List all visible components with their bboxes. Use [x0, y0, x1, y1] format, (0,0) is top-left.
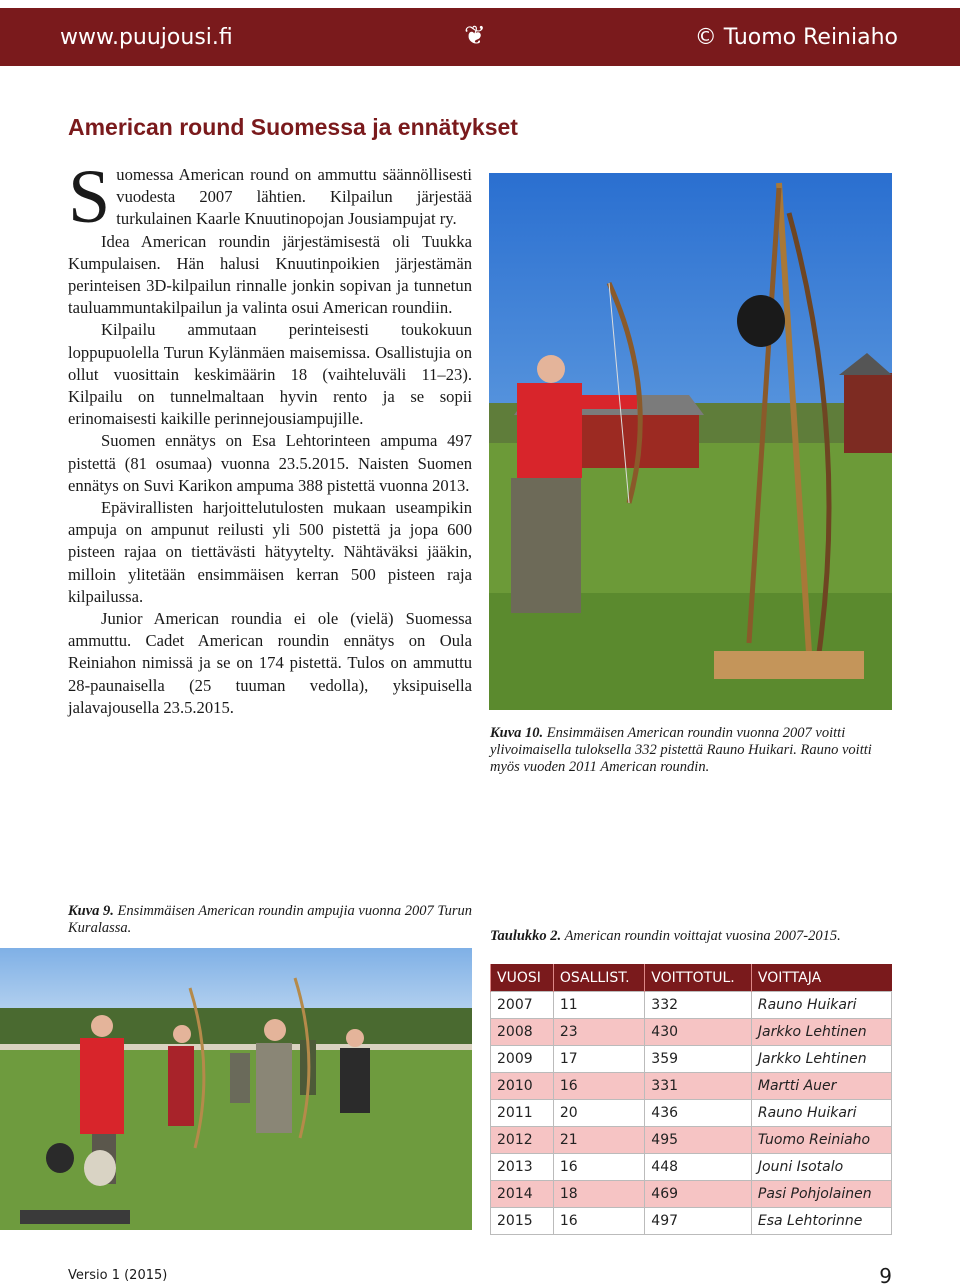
cell-winner: Martti Auer — [751, 1073, 891, 1100]
cell-participants: 11 — [553, 992, 644, 1019]
cell-winner: Rauno Huikari — [751, 992, 891, 1019]
cell-winner: Tuomo Reiniaho — [751, 1127, 891, 1154]
paragraph-5: Epävirallisten harjoittelutulosten mukaan useampikin ampuja on ampunut reilusti yli 500 pistettä ja jopa 600 pisteen rajaa on tiettävästi hätyytelty. Nähtäväksi jääkin, milloin ylitetään ensimmäisen kerran 500 pisteen raja kilpailussa. — [68, 498, 472, 606]
page-header — [0, 8, 960, 66]
cell-year: 2013 — [491, 1154, 554, 1181]
cell-score: 436 — [645, 1100, 752, 1127]
ornament-logo-icon: ❦ — [464, 21, 486, 51]
column-header-participants: OSALLIST. — [553, 964, 644, 992]
cell-year: 2014 — [491, 1181, 554, 1208]
cell-winner: Jarkko Lehtinen — [751, 1019, 891, 1046]
caption-text: Ensimmäisen American roundin vuonna 2007 voitti ylivoimaisella tuloksella 332 pistettä Rauno Huikari. Rauno voitti myös vuoden 2011 American roundin. — [490, 725, 872, 775]
cell-participants: 16 — [553, 1154, 644, 1181]
cell-score: 448 — [645, 1154, 752, 1181]
cell-winner: Esa Lehtorinne — [751, 1208, 891, 1235]
drop-cap: S — [68, 155, 111, 239]
paragraph-6: Junior American roundia ei ole (vielä) Suomessa ammuttu. Cadet American roundin ennätys on Oula Reiniahon nimissä ja se on 174 pistettä. Tulos on ammuttu 28-paunaisella (25 tuuman vedolla), yksipuisella jalavajousella 23.5.2015. — [68, 609, 472, 717]
cell-participants: 16 — [553, 1073, 644, 1100]
copyright-text: © Tuomo Reiniaho — [694, 25, 898, 50]
table-row — [491, 1208, 892, 1235]
cell-participants: 17 — [553, 1046, 644, 1073]
caption-text: Ensimmäisen American roundin ampujia vuonna 2007 Turun Kuralassa. — [68, 903, 472, 936]
table-caption — [490, 928, 910, 945]
table-row — [491, 1127, 892, 1154]
archers-group-photo — [0, 948, 472, 1230]
cell-score: 497 — [645, 1208, 752, 1235]
column-header-winning-score: VOITTOTUL. — [645, 964, 752, 992]
table-row — [491, 992, 892, 1019]
cell-participants: 23 — [553, 1019, 644, 1046]
paragraph-4: Suomen ennätys on Esa Lehtorinteen ampuma 497 pistettä (81 osumaa) vuonna 23.5.2015. Naisten Suomen ennätys on Suvi Karikon ampuma 388 pistettä vuonna 2013. — [68, 431, 472, 495]
cell-year: 2010 — [491, 1073, 554, 1100]
column-header-year: VUOSI — [491, 964, 554, 992]
cell-winner: Jarkko Lehtinen — [751, 1046, 891, 1073]
table-row — [491, 1154, 892, 1181]
cell-score: 332 — [645, 992, 752, 1019]
paragraph-2: Idea American roundin järjestämisestä oli Tuukka Kumpulaisen. Hän halusi Knuutinpoikien järjestämän perinteisen 3D-kilpailun rinnalle jonkin sopivan ja tunnetun tauluammuntakilpailun ja valinta osui American roundiin. — [68, 231, 472, 318]
cell-year: 2011 — [491, 1100, 554, 1127]
cell-score: 469 — [645, 1181, 752, 1208]
page-title: American round Suomessa ja ennätykset — [68, 114, 518, 140]
table-row — [491, 1073, 892, 1100]
photo-caption-kuva10 — [490, 725, 894, 776]
cell-year: 2009 — [491, 1046, 554, 1073]
version-label: Versio 1 (2015) — [68, 1268, 168, 1283]
photo-caption-kuva9 — [68, 903, 478, 937]
cell-participants: 16 — [553, 1208, 644, 1235]
cell-year: 2015 — [491, 1208, 554, 1235]
cell-participants: 18 — [553, 1181, 644, 1208]
caption-text: American roundin voittajat vuosina 2007-2015. — [564, 928, 841, 944]
paragraph-3: Kilpailu ammutaan perinteisesti toukokuun loppupuolella Turun Kylänmäen maisemissa. Osallistujia on ollut vuosittain keskimäärin 18 (vaihteluväli 11–23). Kilpailu on tunnelmaltaan hyvin rento ja se sopii erinomaisesti kaikille perinnejousiampujille. — [68, 320, 472, 429]
column-header-winner: VOITTAJA — [751, 964, 891, 992]
cell-participants: 20 — [553, 1100, 644, 1127]
archer-photo — [489, 173, 892, 710]
page-number: 9 — [879, 1264, 892, 1288]
cell-score: 359 — [645, 1046, 752, 1073]
cell-score: 331 — [645, 1073, 752, 1100]
cell-winner: Jouni Isotalo — [751, 1154, 891, 1181]
table-row — [491, 1046, 892, 1073]
article-body — [68, 155, 472, 719]
table-row — [491, 1019, 892, 1046]
cell-year: 2008 — [491, 1019, 554, 1046]
paragraph-1-text: uomessa American round on ammuttu säännöllisesti vuodesta 2007 lähtien. Kilpailun järjestää turkulainen Kaarle Knuutinopojan Jousiampujat ry. — [116, 165, 472, 229]
table-row — [491, 1100, 892, 1127]
caption-label: Kuva 10. — [490, 725, 544, 741]
winners-table — [490, 964, 892, 1235]
caption-label: Taulukko 2. — [490, 928, 562, 944]
cell-winner: Pasi Pohjolainen — [751, 1181, 891, 1208]
paragraph-1 — [68, 155, 472, 239]
cell-score: 430 — [645, 1019, 752, 1046]
table-row — [491, 1181, 892, 1208]
site-url: www.puujousi.fi — [60, 25, 233, 50]
cell-winner: Rauno Huikari — [751, 1100, 891, 1127]
cell-year: 2007 — [491, 992, 554, 1019]
cell-year: 2012 — [491, 1127, 554, 1154]
table-header-row — [491, 964, 892, 992]
cell-score: 495 — [645, 1127, 752, 1154]
caption-label: Kuva 9. — [68, 903, 114, 919]
cell-participants: 21 — [553, 1127, 644, 1154]
